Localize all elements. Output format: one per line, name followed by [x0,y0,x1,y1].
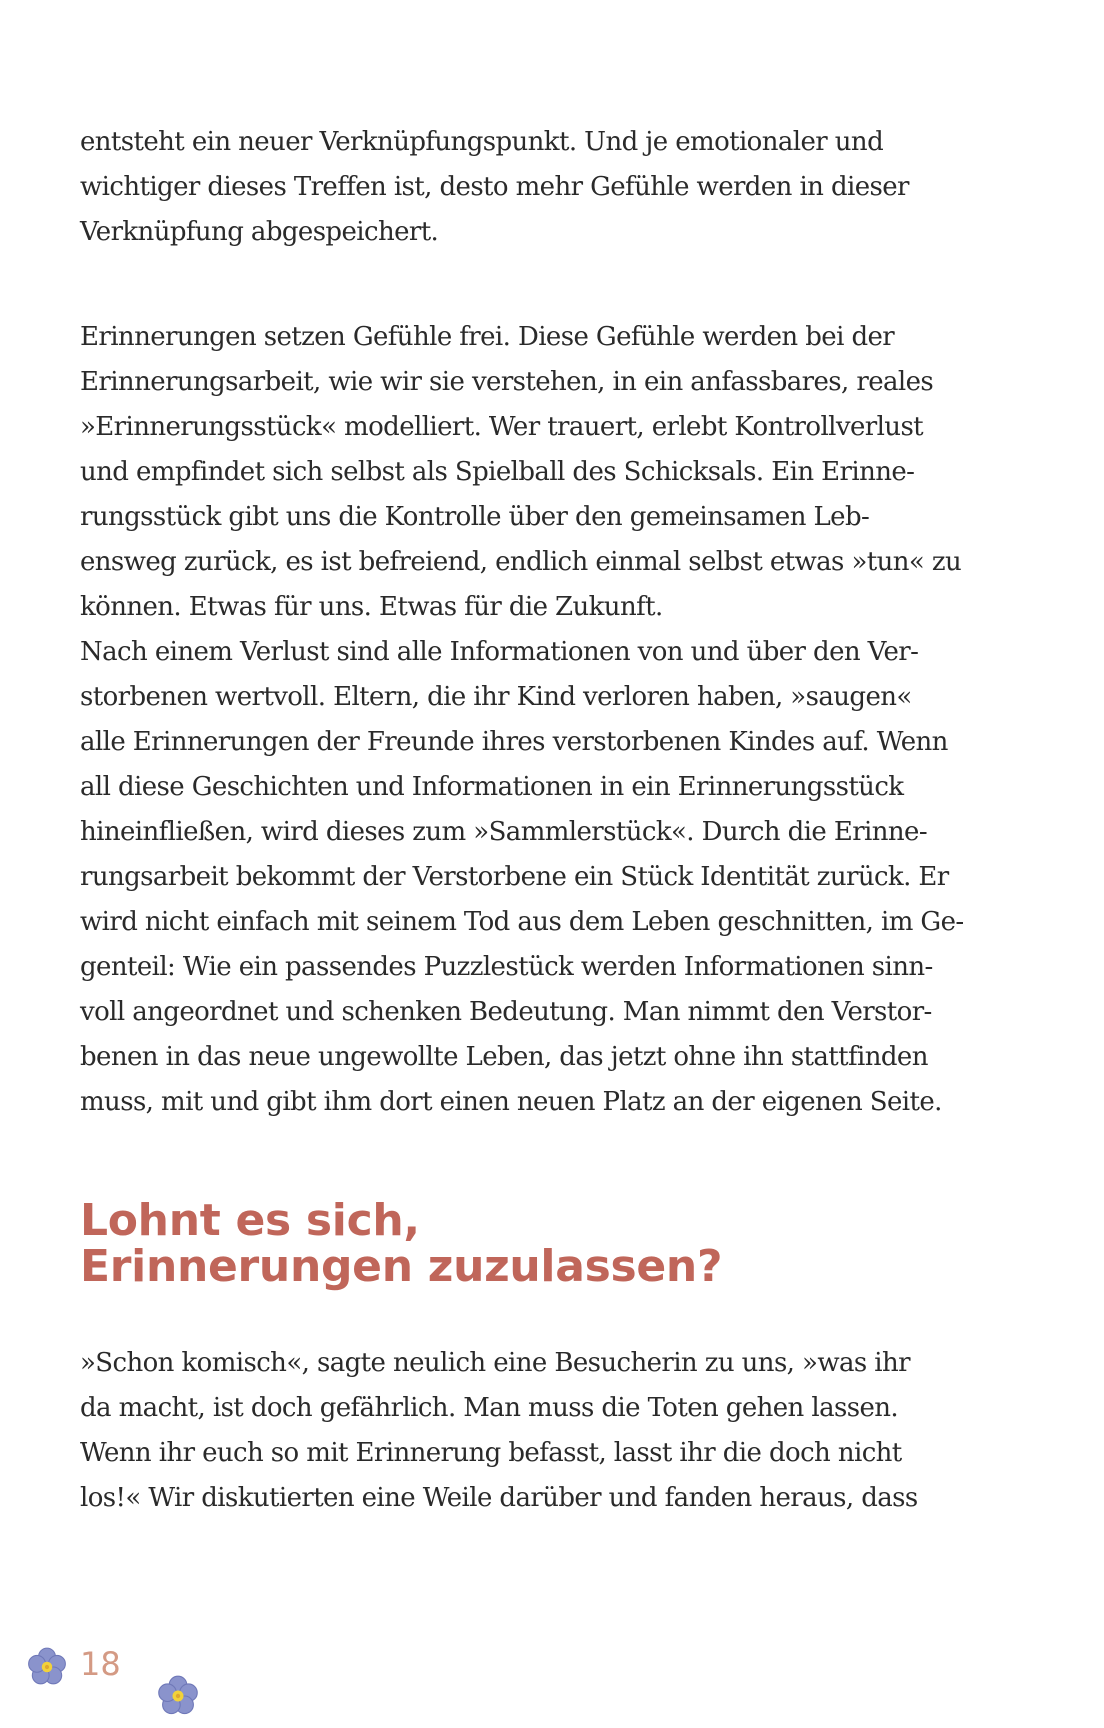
text-line: und empfindet sich selbst als Spielball des Schicksals. Ein Erinne- [80,457,915,487]
text-line: Nach einem Verlust sind alle Informationen von und über den Ver- [80,637,919,667]
paragraph-2 [80,315,964,1125]
text-line: Erinnerungsarbeit, wie wir sie verstehen, in ein anfassbares, reales [80,367,934,397]
text-line: benen in das neue ungewollte Leben, das jetzt ohne ihn stattfinden [80,1042,928,1072]
text-line: voll angeordnet und schenken Bedeutung. Man nimmt den Verstor- [80,997,932,1027]
text-line: entsteht ein neuer Verknüpfungspunkt. Und je emotionaler und [80,127,884,157]
text-line: rungsstück gibt uns die Kontrolle über den gemeinsamen Leb- [80,502,870,532]
text-line: muss, mit und gibt ihm dort einen neuen Platz an der eigenen Seite. [80,1087,942,1117]
heading-line: Lohnt es sich, [80,1195,420,1246]
paragraph-3 [80,1341,918,1521]
text-line: Verknüpfung abgespeichert. [80,217,439,247]
text-line: alle Erinnerungen der Freunde ihres verstorbenen Kindes auf. Wenn [80,727,948,757]
text-line: rungsarbeit bekommt der Verstorbene ein Stück Identität zurück. Er [80,862,949,892]
section-heading [80,1195,723,1292]
text-line: ensweg zurück, es ist befreiend, endlich einmal selbst etwas »tun« zu [80,547,962,577]
text-line: können. Etwas für uns. Etwas für die Zukunft. [80,592,663,622]
text-line: da macht, ist doch gefährlich. Man muss die Toten gehen lassen. [80,1393,899,1423]
text-line: Erinnerungen setzen Gefühle frei. Diese Gefühle werden bei der [80,322,895,352]
text-line: los!« Wir diskutierten eine Weile darüber und fanden heraus, dass [80,1483,918,1513]
forget-me-not-icon [156,1674,200,1718]
text-line: Wenn ihr euch so mit Erinnerung befasst, lasst ihr die doch nicht [80,1438,902,1468]
text-line: wird nicht einfach mit seinem Tod aus dem Leben geschnitten, im Ge- [80,907,964,937]
text-line: hineinfließen, wird dieses zum »Sammlerstück«. Durch die Erinne- [80,817,928,847]
text-line: wichtiger dieses Treffen ist, desto mehr Gefühle werden in dieser [80,172,909,202]
text-line: storbenen wertvoll. Eltern, die ihr Kind verloren haben, »saugen« [80,682,912,712]
heading-line: Erinnerungen zuzulassen? [80,1241,723,1292]
text-line: »Schon komisch«, sagte neulich eine Besucherin zu uns, »was ihr [80,1348,910,1378]
forget-me-not-icon [26,1646,68,1688]
text-line: all diese Geschichten und Informationen in ein Erinnerungsstück [80,772,904,802]
text-line: »Erinnerungsstück« modelliert. Wer trauert, erlebt Kontrollverlust [80,412,924,442]
text-line: genteil: Wie ein passendes Puzzlestück werden Informationen sinn- [80,952,933,982]
paragraph-1 [80,120,910,255]
page-number: 18 [80,1645,121,1683]
